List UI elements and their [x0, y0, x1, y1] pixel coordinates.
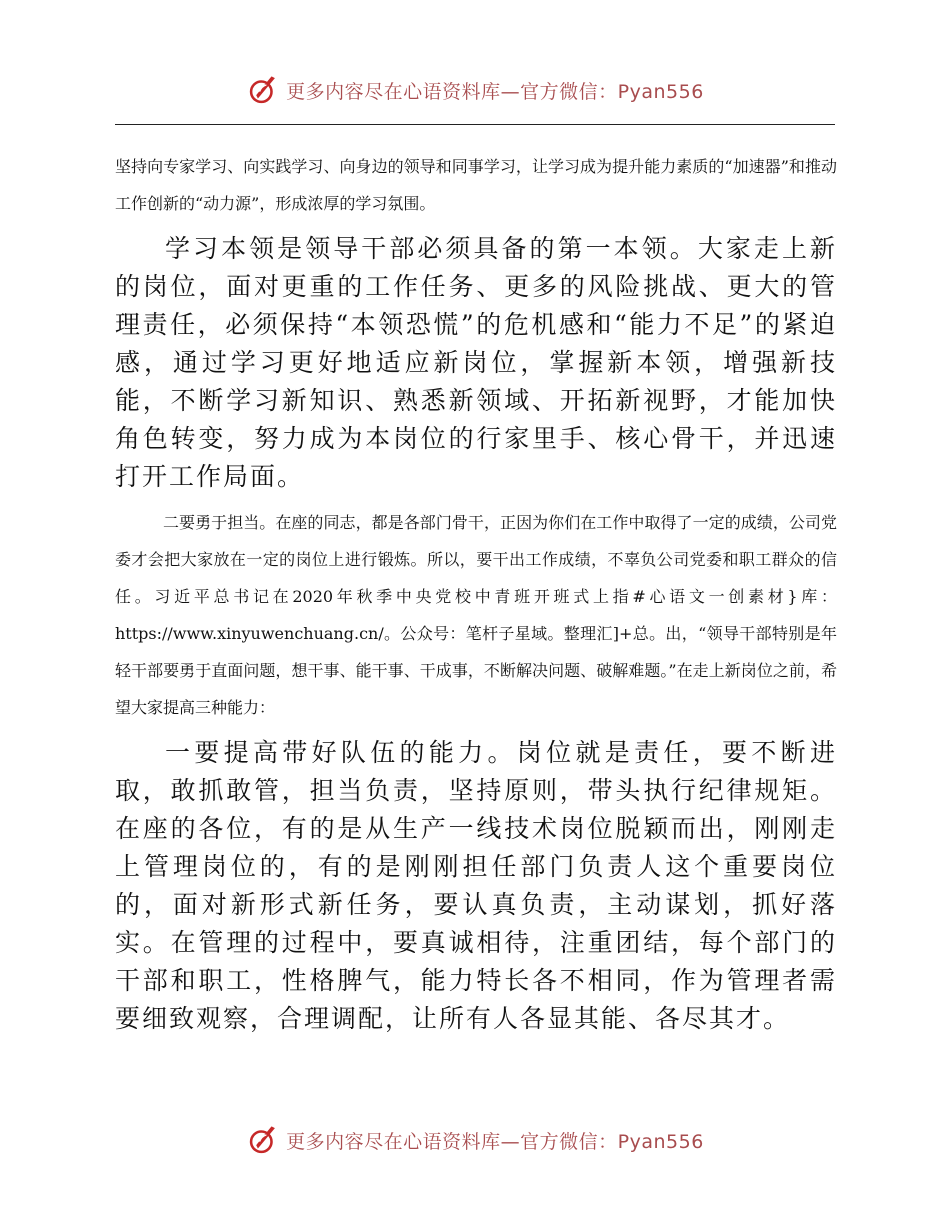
- footer-banner-text: 更多内容尽在心语资料库—官方微信：Pyan556: [286, 1130, 704, 1153]
- paragraph-4: 一要提高带好队伍的能力。岗位就是责任，要不断进取，敢抓敢管，担当负责，坚持原则，带头执行纪律规矩。在座的各位，有的是从生产一线技术岗位脱颖而出，刚刚走上管理岗位的，有的是刚刚担任部门负责人这个重要岗位的，面对新形式新任务，要认真负责，主动谋划，抓好落实。在管理的过程中，要真诚相待，注重团结，每个部门的干部和职工，性格脾气，能力特长各不相同，作为管理者需要细致观察，合理调配，让所有人各显其能、各尽其才。: [115, 738, 837, 1033]
- quill-logo-icon: [246, 73, 280, 107]
- paragraph-3: 二要勇于担当。在座的同志，都是各部门骨干，正因为你们在工作中取得了一定的成绩，公司党委才会把大家放在一定的岗位上进行锻炼。所以，要干出工作成绩，不辜负公司党委和职工群众的信任。习近平总书记在2020年秋季中央党校中青班开班式上指#心语文一创素材}库：https://www.xinyuwenchuang.cn/。公众号：笔杆子星域。整理汇]+总。出，“领导干部特别是年轻干部要勇于直面问题，想干事、能干事、干成事，不断解决问题、破解难题。”在走上新岗位之前，希望大家提高三种能力：: [115, 513, 837, 717]
- document-body: [115, 148, 837, 1046]
- paragraph-2: 学习本领是领导干部必须具备的第一本领。大家走上新的岗位，面对更重的工作任务、更多的风险挑战、更大的管理责任，必须保持“本领恐慌”的危机感和“能力不足”的紧迫感，通过学习更好地适应新岗位，掌握新本领，增强新技能，不断学习新知识、熟悉新领域、开拓新视野，才能加快角色转变，努力成为本岗位的行家里手、核心骨干，并迅速打开工作局面。: [115, 234, 837, 491]
- header-banner: [0, 70, 950, 110]
- paragraph-1: 坚持向专家学习、向实践学习、向身边的领导和同事学习，让学习成为提升能力素质的“加速器”和推动工作创新的“动力源”，形成浓厚的学习氛围。: [115, 157, 837, 213]
- header-banner-text: 更多内容尽在心语资料库—官方微信：Pyan556: [286, 80, 704, 103]
- header-divider: [115, 124, 835, 125]
- quill-logo-icon: [246, 1123, 280, 1157]
- footer-banner: [0, 1120, 950, 1160]
